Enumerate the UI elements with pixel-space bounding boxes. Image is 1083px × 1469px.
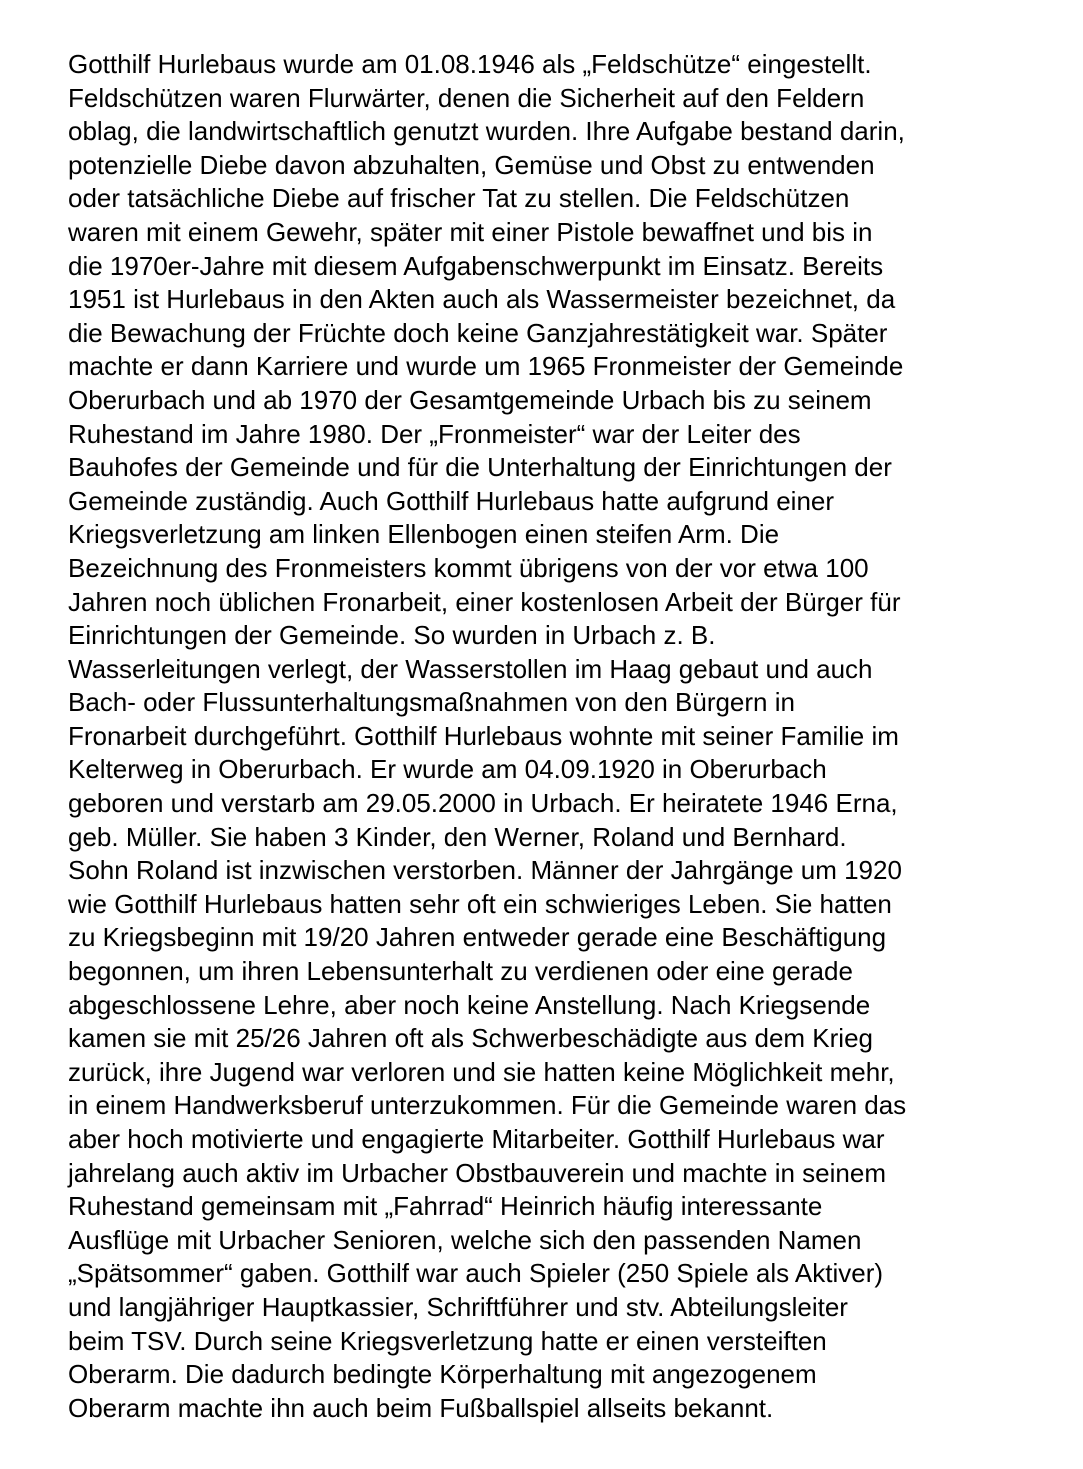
text-line: 1951 ist Hurlebaus in den Akten auch als Wassermeister bezeichnet, da xyxy=(68,284,896,315)
text-line: geb. Müller. Sie haben 3 Kinder, den Werner, Roland und Bernhard. xyxy=(68,821,847,852)
text-line: die 1970er-Jahre mit diesem Aufgabenschwerpunkt im Einsatz. Bereits xyxy=(68,250,884,281)
text-line: Wasserleitungen verlegt, der Wasserstollen im Haag gebaut und auch xyxy=(68,653,873,684)
text-line: die Bewachung der Früchte doch keine Ganzjahrestätigkeit war. Später xyxy=(68,317,888,348)
text-line: waren mit einem Gewehr, später mit einer Pistole bewaffnet und bis in xyxy=(68,216,873,247)
text-line: Bezeichnung des Fronmeisters kommt übrigens von der vor etwa 100 xyxy=(68,552,869,583)
text-line: begonnen, um ihren Lebensunterhalt zu verdienen oder eine gerade xyxy=(68,956,853,987)
text-line: und langjähriger Hauptkassier, Schriftführer und stv. Abteilungsleiter xyxy=(68,1291,848,1322)
text-line: Kriegsverletzung am linken Ellenbogen einen steifen Arm. Die xyxy=(68,519,780,550)
text-line: Ruhestand gemeinsam mit „Fahrrad“ Heinrich häufig interessante xyxy=(68,1191,823,1222)
text-line: Ruhestand im Jahre 1980. Der „Fronmeister“ war der Leiter des xyxy=(68,418,801,449)
text-line: Bach- oder Flussunterhaltungsmaßnahmen von den Bürgern in xyxy=(68,687,795,718)
text-line: Oberurbach und ab 1970 der Gesamtgemeinde Urbach bis zu seinem xyxy=(68,384,872,415)
text-line: Fronarbeit durchgeführt. Gotthilf Hurlebaus wohnte mit seiner Familie im xyxy=(68,720,899,751)
text-line: geboren und verstarb am 29.05.2000 in Urbach. Er heiratete 1946 Erna, xyxy=(68,788,898,819)
text-line: zurück, ihre Jugend war verloren und sie hatten keine Möglichkeit mehr, xyxy=(68,1056,895,1087)
text-line: zu Kriegsbeginn mit 19/20 Jahren entweder gerade eine Beschäftigung xyxy=(68,922,887,953)
text-line: Oberarm machte ihn auch beim Fußballspiel allseits bekannt. xyxy=(68,1392,774,1423)
text-line: abgeschlossene Lehre, aber noch keine Anstellung. Nach Kriegsende xyxy=(68,989,871,1020)
text-line: machte er dann Karriere und wurde um 1965 Fronmeister der Gemeinde xyxy=(68,351,904,382)
text-line: Kelterweg in Oberurbach. Er wurde am 04.09.1920 in Oberurbach xyxy=(68,754,827,785)
text-line: Einrichtungen der Gemeinde. So wurden in Urbach z. B. xyxy=(68,620,716,651)
text-line: Feldschützen waren Flurwärter, denen die Sicherheit auf den Feldern xyxy=(68,82,865,113)
text-line: oblag, die landwirtschaftlich genutzt wurden. Ihre Aufgabe bestand darin, xyxy=(68,116,905,147)
text-line: potenzielle Diebe davon abzuhalten, Gemüse und Obst zu entwenden xyxy=(68,149,875,180)
text-line: Bauhofes der Gemeinde und für die Unterhaltung der Einrichtungen der xyxy=(68,452,892,483)
text-line: Gotthilf Hurlebaus wurde am 01.08.1946 als „Feldschütze“ eingestellt. xyxy=(68,49,872,79)
text-line: Jahren noch üblichen Fronarbeit, einer kostenlosen Arbeit der Bürger für xyxy=(68,586,901,617)
text-line: oder tatsächliche Diebe auf frischer Tat zu stellen. Die Feldschützen xyxy=(68,183,850,214)
text-line: beim TSV. Durch seine Kriegsverletzung hatte er einen versteiften xyxy=(68,1325,827,1356)
text-line: Oberarm. Die dadurch bedingte Körperhaltung mit angezogenem xyxy=(68,1359,817,1390)
text-line: Sohn Roland ist inzwischen verstorben. Männer der Jahrgänge um 1920 xyxy=(68,855,902,886)
text-line: Gemeinde zuständig. Auch Gotthilf Hurlebaus hatte aufgrund einer xyxy=(68,485,835,516)
text-line: in einem Handwerksberuf unterzukommen. Für die Gemeinde waren das xyxy=(68,1090,907,1121)
text-line: „Spätsommer“ gaben. Gotthilf war auch Spieler (250 Spiele als Aktiver) xyxy=(68,1258,884,1289)
body-paragraph xyxy=(68,48,1068,1425)
text-line: jahrelang auch aktiv im Urbacher Obstbauverein und machte in seinem xyxy=(68,1157,886,1188)
text-line: kamen sie mit 25/26 Jahren oft als Schwerbeschädigte aus dem Krieg xyxy=(68,1023,873,1054)
text-line: wie Gotthilf Hurlebaus hatten sehr oft ein schwieriges Leben. Sie hatten xyxy=(68,888,892,919)
text-line: aber hoch motivierte und engagierte Mitarbeiter. Gotthilf Hurlebaus war xyxy=(68,1124,885,1154)
text-line: Ausflüge mit Urbacher Senioren, welche sich den passenden Namen xyxy=(68,1224,862,1255)
